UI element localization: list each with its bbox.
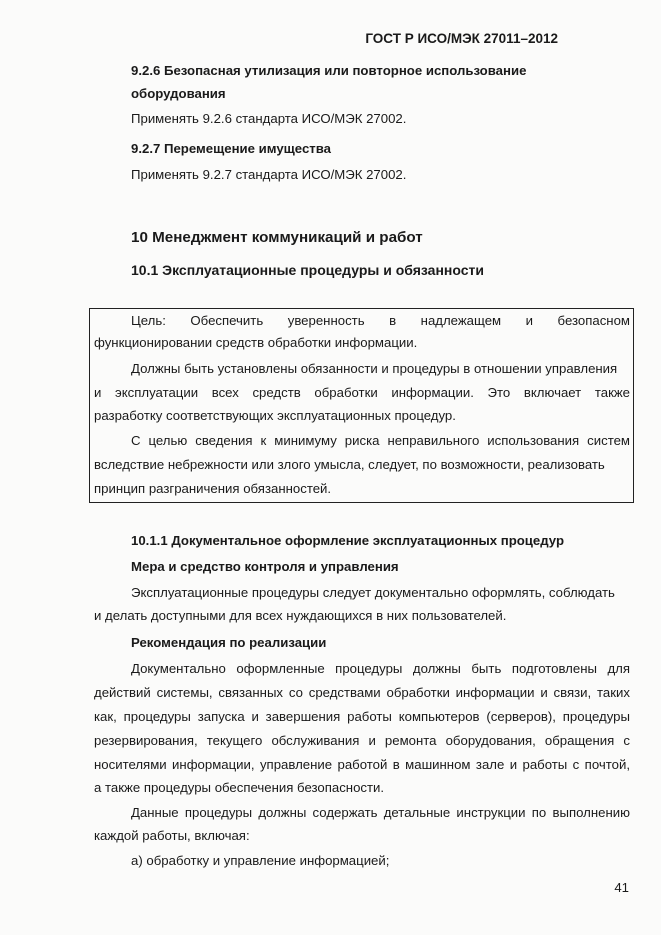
document-header: ГОСТ Р ИСО/МЭК 27011–2012 xyxy=(365,31,558,46)
control-line-2: и делать доступными для всех нуждающихся в них пользователей. xyxy=(94,608,507,623)
objective-line-5: разработку соответствующих эксплуатационных процедур. xyxy=(94,408,456,423)
page-number: 41 xyxy=(614,880,629,895)
section-9-2-6-title-cont: оборудования xyxy=(131,86,226,101)
objective-line-8: принцип разграничения обязанностей. xyxy=(94,481,332,496)
implementation-line-6: а также процедуры обеспечения безопасности. xyxy=(94,780,385,795)
list-item-a: а) обработку и управление информацией; xyxy=(131,853,390,868)
section-9-2-7-title: 9.2.7 Перемещение имущества xyxy=(131,141,332,156)
implementation-line-3: как, процедуры запуска и завершения работы компьютеров (серверов), процедуры xyxy=(94,709,630,724)
implementation-line-5: носителями информации, управление работой в машинном зале и работы с почтой, xyxy=(94,757,630,772)
section-9-2-6-title: 9.2.6 Безопасная утилизация или повторное использование xyxy=(131,63,527,78)
section-10-1-1-title: 10.1.1 Документальное оформление эксплуатационных процедур xyxy=(131,533,564,548)
section-10-1-title: 10.1 Эксплуатационные процедуры и обязанности xyxy=(131,262,484,278)
implementation-line-2: действий системы, связанных со средствами обработки информации и связи, таких xyxy=(94,685,630,700)
objective-line-2: функционировании средств обработки информации. xyxy=(94,335,418,350)
section-9-2-6-text: Применять 9.2.6 стандарта ИСО/МЭК 27002. xyxy=(131,111,407,126)
implementation-line-1: Документально оформленные процедуры должны быть подготовлены для xyxy=(131,661,630,676)
section-9-2-7-text: Применять 9.2.7 стандарта ИСО/МЭК 27002. xyxy=(131,167,407,182)
objective-line-7: вследствие небрежности или злого умысла, следует, по возможности, реализовать xyxy=(94,457,605,472)
objective-line-3: Должны быть установлены обязанности и процедуры в отношении управления xyxy=(131,361,618,376)
objective-line-4: и эксплуатации всех средств обработки информации. Это включает также xyxy=(94,385,630,400)
implementation-line-4: резервирования, текущего обслуживания и ремонта оборудования, обращения с xyxy=(94,733,630,748)
implementation-line-8: каждой работы, включая: xyxy=(94,828,250,843)
section-10-title: 10 Менеджмент коммуникаций и работ xyxy=(131,229,423,246)
control-title: Мера и средство контроля и управления xyxy=(131,559,399,574)
objective-line-1: Цель: Обеспечить уверенность в надлежащем и безопасном xyxy=(131,313,630,328)
implementation-title: Рекомендация по реализации xyxy=(131,635,327,650)
objective-line-6: С целью сведения к минимуму риска неправильного использования систем xyxy=(131,433,630,448)
control-line-1: Эксплуатационные процедуры следует документально оформлять, соблюдать xyxy=(131,585,615,600)
implementation-line-7: Данные процедуры должны содержать детальные инструкции по выполнению xyxy=(131,805,630,820)
